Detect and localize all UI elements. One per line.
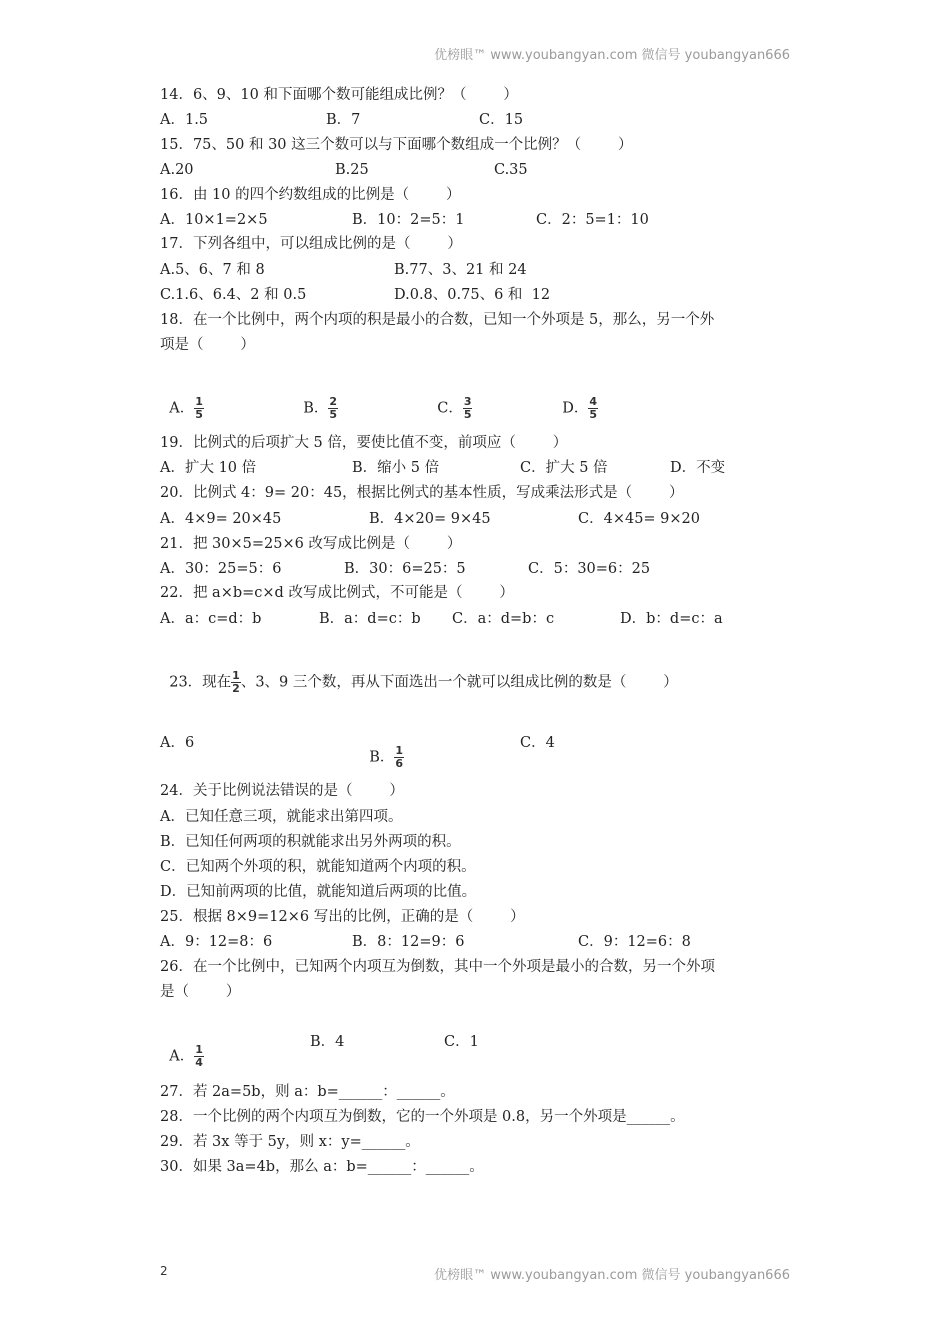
q22-option-c: C．a：d=b：c	[452, 611, 555, 627]
question-23: 23．现在 $\frac{1}{2}$ 、3、9 三个数，再从下面选出一个就可以组成比例的数是（ ）	[169, 669, 678, 695]
q24-option-a: A．已知任意三项，就能求出第四项。	[160, 809, 403, 825]
q22-option-b: B．a：d=c：b	[319, 611, 421, 627]
q26-option-b: B．4	[310, 1034, 345, 1050]
q18-option-d: D． $\frac{4}{5}$	[562, 395, 598, 421]
q21-option-c: C．5：30=6：25	[528, 561, 651, 577]
q21-option-b: B．30：6=25：5	[344, 561, 466, 577]
q17-option-a: A.5、6、7 和 8	[160, 262, 265, 278]
question-28: 28．一个比例的两个内项互为倒数，它的一个外项是 0.8，另一个外项是______。	[160, 1109, 685, 1125]
question-15: 15．75、50 和 30 这三个数可以与下面哪个数组成一个比例？（ ）	[160, 137, 633, 153]
q18-option-b: B． $\frac{2}{5}$	[303, 395, 338, 421]
q23-option-b: B． $\frac{1}{6}$	[369, 744, 404, 770]
footer-watermark: 优榜眼™ www.youbangyan.com 微信号 youbangyan666	[434, 1268, 790, 1283]
q20-option-b: B．4×20= 9×45	[369, 511, 491, 527]
question-20: 20．比例式 4：9= 20：45，根据比例式的基本性质，写成乘法形式是（ ）	[160, 485, 684, 501]
fraction: $\frac{1}{6}$	[395, 744, 404, 770]
q20-option-c: C．4×45= 9×20	[578, 511, 701, 527]
question-27: 27．若 2a=5b，则 a：b=______：______。	[160, 1084, 455, 1100]
q20-option-a: A．4×9= 20×45	[160, 511, 282, 527]
q17-option-c: C.1.6、6.4、2 和 0.5	[160, 287, 307, 303]
question-24: 24．关于比例说法错误的是（ ）	[160, 783, 404, 799]
question-19: 19．比例式的后项扩大 5 倍，要使比值不变，前项应（ ）	[160, 435, 568, 451]
fraction: $\frac{1}{2}$	[232, 669, 240, 695]
q15-option-a: A.20	[160, 162, 194, 178]
q26-option-a: A． $\frac{1}{4}$	[169, 1043, 203, 1069]
q15-option-b: B.25	[335, 162, 369, 178]
q15-option-c: C.35	[494, 162, 528, 178]
question-18-line2: 项是（ ）	[160, 337, 255, 353]
q23-option-c: C．4	[520, 735, 555, 751]
q16-option-a: A．10×1=2×5	[160, 212, 268, 228]
fraction: $\frac{1}{4}$	[195, 1043, 203, 1069]
q19-option-b: B．缩小 5 倍	[352, 460, 440, 476]
fraction: $\frac{2}{5}$	[329, 395, 338, 421]
q14-option-b: B．7	[326, 112, 361, 128]
page-number: 2	[160, 1264, 168, 1278]
question-14: 14．6、9、10 和下面哪个数可能组成比例？（ ）	[160, 87, 518, 103]
q18-option-c: C． $\frac{3}{5}$	[437, 395, 472, 421]
q14-option-c: C．15	[479, 112, 524, 128]
fraction: $\frac{1}{5}$	[195, 395, 203, 421]
q19-option-d: D．不变	[670, 460, 726, 476]
fraction: $\frac{4}{5}$	[589, 395, 598, 421]
question-22: 22．把 a×b=c×d 改写成比例式，不可能是（ ）	[160, 585, 514, 601]
question-16: 16．由 10 的四个约数组成的比例是（ ）	[160, 187, 461, 203]
q22-option-a: A．a：c=d：b	[160, 611, 262, 627]
q14-option-a: A．1.5	[160, 112, 209, 128]
q25-option-a: A．9：12=8：6	[160, 934, 273, 950]
question-21: 21．把 30×5=25×6 改写成比例是（ ）	[160, 536, 462, 552]
q16-option-c: C．2：5=1：10	[536, 212, 649, 228]
q24-option-b: B．已知任何两项的积就能求出另外两项的积。	[160, 834, 461, 850]
q16-option-b: B．10：2=5：1	[352, 212, 465, 228]
q18-option-a: A． $\frac{1}{5}$	[169, 395, 203, 421]
question-26-line2: 是（ ）	[160, 984, 241, 1000]
header-watermark: 优榜眼™ www.youbangyan.com 微信号 youbangyan666	[434, 48, 790, 63]
fraction: $\frac{3}{5}$	[463, 395, 472, 421]
q26-option-c: C．1	[444, 1034, 479, 1050]
q17-option-b: B.77、3、21 和 24	[394, 262, 527, 278]
q25-option-c: C．9：12=6：8	[578, 934, 691, 950]
q17-option-d: D.0.8、0.75、6 和 12	[394, 287, 551, 303]
question-29: 29．若 3x 等于 5y，则 x：y=______。	[160, 1134, 420, 1150]
q22-option-d: D．b：d=c：a	[620, 611, 723, 627]
q24-option-d: D．已知前两项的比值，就能知道后两项的比值。	[160, 884, 477, 900]
q19-option-c: C．扩大 5 倍	[520, 460, 608, 476]
question-25: 25．根据 8×9=12×6 写出的比例，正确的是（ ）	[160, 909, 525, 925]
question-26-line1: 26．在一个比例中，已知两个内项互为倒数，其中一个外项是最小的合数，另一个外项	[160, 959, 715, 975]
question-17: 17．下列各组中，可以组成比例的是（ ）	[160, 236, 462, 252]
q21-option-a: A．30：25=5：6	[160, 561, 282, 577]
q23-option-a: A．6	[160, 735, 195, 751]
question-30: 30．如果 3a=4b，那么 a：b=______：______。	[160, 1159, 484, 1175]
q24-option-c: C．已知两个外项的积，就能知道两个内项的积。	[160, 859, 476, 875]
q25-option-b: B．8：12=9：6	[352, 934, 465, 950]
question-18-line1: 18．在一个比例中，两个内项的积是最小的合数，已知一个外项是 5，那么，另一个外	[160, 312, 715, 328]
q19-option-a: A．扩大 10 倍	[160, 460, 257, 476]
